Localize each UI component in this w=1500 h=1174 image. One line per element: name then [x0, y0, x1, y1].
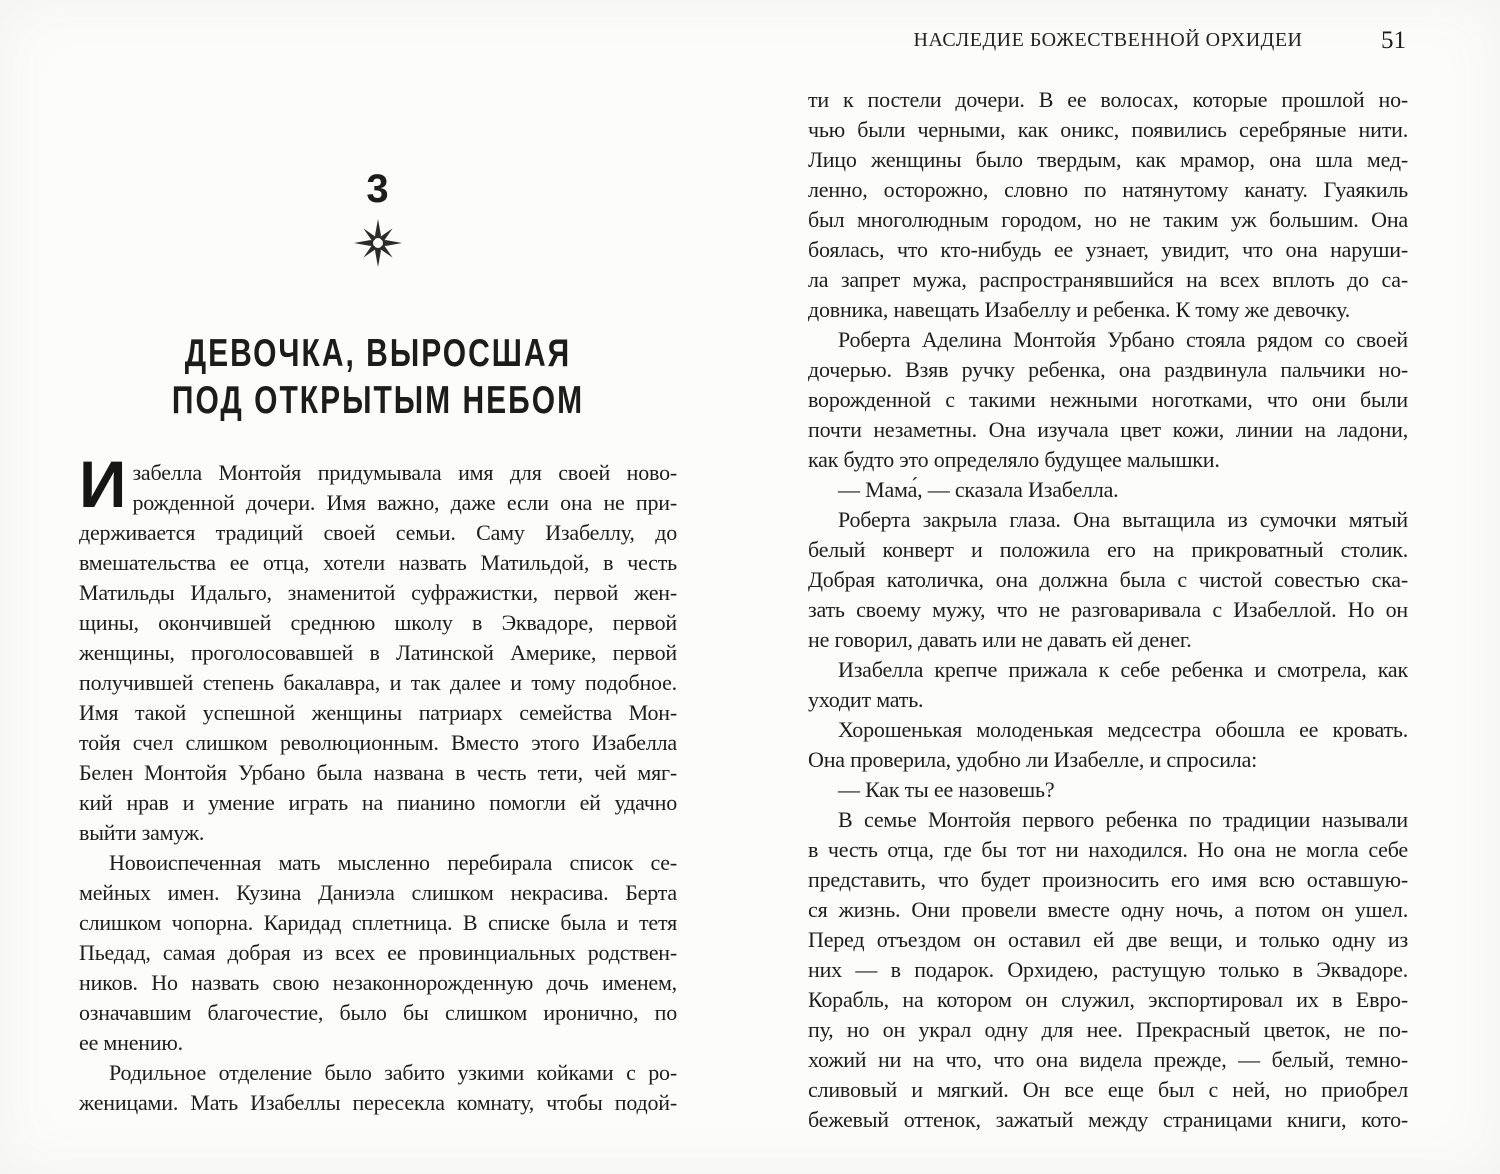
paragraph [808, 775, 1408, 805]
text-line: почти незаметны. Она изучала цвет кожи, линии на ладони, [808, 417, 1408, 442]
text-line: Новоиспеченная мать мысленно перебирала список се- [109, 850, 677, 875]
text-line: был многолюдным городом, но не таким уж большим. Она [808, 207, 1408, 232]
paragraph [808, 505, 1408, 655]
text-line: ленно, осторожно, словно по натянутому канату. Гуаякиль [808, 177, 1408, 202]
text-line: них — в подарок. Орхидею, растущую только в Эквадоре. [808, 957, 1408, 982]
right-page [808, 0, 1408, 1174]
text-line: Матильды Идальго, знаменитой суфражистки, первой жен- [79, 580, 677, 605]
paragraph [808, 805, 1408, 1135]
text-line: боялась, что кто-нибудь ее узнает, увидит, что она наруши- [808, 237, 1408, 262]
text-line: тойя счел слишком революционным. Вместо этого Изабелла [79, 730, 677, 755]
text-line: бежевый оттенок, зажатый между страницами книги, кото- [808, 1107, 1408, 1132]
chapter-number: 3 [366, 167, 390, 211]
text-line: В семье Монтойя первого ребенка по традиции называли [838, 807, 1408, 832]
text-line: в честь отца, где бы тот ни находился. Но она не могла себе [808, 837, 1408, 862]
chapter-title-line: ДЕВОЧКА, ВЫРОСШАЯ [184, 332, 572, 376]
text-line: означавшим благочестие, было бы слишком иронично, по [79, 1000, 677, 1025]
paragraph [808, 655, 1408, 715]
text-line: Родильное отделение было забито узкими койками с ро- [109, 1060, 677, 1085]
text-line: ла запрет мужа, распространявшийся на всех вплоть до са- [808, 267, 1408, 292]
text-line: получившей степень бакалавра, и так далее и тому подобное. [79, 670, 677, 695]
text-line: ее мнению. [79, 1030, 183, 1055]
eight-point-star-icon [352, 256, 404, 273]
text-line: Белен Монтойя Урбано была названа в честь тети, чей мяг- [79, 760, 677, 785]
paragraph [79, 447, 677, 848]
text-line: довника, навещать Изабеллу и ребенка. К тому же девочку. [808, 297, 1351, 322]
text-line: слишком чопорна. Каридад сплетница. В списке была и тетя [79, 910, 677, 935]
text-line: не говорил, давать или не давать ей денег. [808, 627, 1192, 652]
text-line: Изабелла крепче прижала к себе ребенка и смотрела, как [838, 657, 1408, 682]
text-line: Имя такой успешной женщины патриарх семейства Мон- [79, 700, 677, 725]
text-line: выйти замуж. [79, 820, 205, 845]
text-line: как будто это определяло будущее малышки. [808, 447, 1220, 472]
text-line: белый конверт и положила его на прикроватный столик. [808, 537, 1408, 562]
text-line: мейных имен. Кузина Даниэла слишком некрасива. Берта [79, 880, 677, 905]
text-line: пу, но он украл одну для нее. Прекрасный цветок, не по- [808, 1017, 1408, 1042]
paragraph [79, 848, 677, 1058]
text-line: ворожденной с такими нежными ноготками, что они были [808, 387, 1408, 412]
text-line: Перед отъездом он оставил ей две вещи, и только одну из [808, 927, 1408, 952]
text-line: Она проверила, удобно ли Изабелле, и спросила: [808, 747, 1258, 772]
text-line: Роберта закрыла глаза. Она вытащила из сумочки мятый [838, 507, 1408, 532]
text-line: Добрая католичка, она должна была с чистой совестью ска- [808, 567, 1408, 592]
text-line: ников. Но назвать свою незаконнорожденную дочь именем, [79, 970, 677, 995]
text-line: Корабль, на котором он служил, экспортировал их в Евро- [808, 987, 1408, 1012]
drop-cap: И [79, 447, 127, 521]
left-page-body-text [79, 447, 677, 1118]
text-line: — Как ты ее назовешь? [838, 777, 1055, 802]
paragraph [808, 475, 1408, 505]
text-line: щины, окончившей среднюю школу в Эквадоре, первой [79, 610, 677, 635]
paragraph [808, 715, 1408, 775]
text-line: — Мама́, — сказала Изабелла. [838, 477, 1119, 502]
text-line: кий нрав и умение играть на пианино помогли ей удачно [79, 790, 677, 815]
page-number: 51 [1381, 27, 1406, 54]
text-line: женицами. Мать Изабеллы пересекла комнату, чтобы подой- [79, 1090, 677, 1115]
chapter-ornament [79, 217, 677, 274]
text-line: уходит мать. [808, 687, 924, 712]
paragraph [808, 325, 1408, 475]
text-line: хожий ни на что, что она видела прежде, — белый, темно- [808, 1047, 1408, 1072]
chapter-title-line: ПОД ОТКРЫТЫМ НЕБОМ [171, 379, 585, 423]
paragraph [808, 85, 1408, 325]
text-line: Хорошенькая молоденькая медсестра обошла ее кровать. [838, 717, 1408, 742]
text-line: рожденной дочери. Имя важно, даже если она не при- [132, 490, 677, 515]
text-line: ся жизнь. Они провели вместе одну ночь, а потом он ушел. [808, 897, 1408, 922]
right-page-body-text [808, 85, 1408, 1135]
paragraph [79, 1058, 677, 1118]
text-line: женщины, проголосовавшей в Латинской Америке, первой [79, 640, 677, 665]
text-line: Пьедад, самая добрая из всех ее провинциальных родствен- [79, 940, 677, 965]
chapter-title [79, 331, 677, 425]
text-line: представить, что будет произносить его имя всю оставшую- [808, 867, 1408, 892]
text-line: чью были черными, как оникс, появились серебряные нити. [808, 117, 1408, 142]
text-line: сливовый и мягкий. Он все еще был с ней, но приобрел [808, 1077, 1408, 1102]
text-line: дочерью. Взяв ручку ребенка, она раздвинула пальчики но- [808, 357, 1408, 382]
left-page [79, 0, 677, 1174]
text-line: ти к постели дочери. В ее волосах, которые прошлой но- [808, 87, 1408, 112]
text-line: Лицо женщины было твердым, как мрамор, она шла мед- [808, 147, 1408, 172]
text-line: зать своему мужу, что не разговаривала с Изабеллой. Но он [808, 597, 1408, 622]
text-line: вмешательства ее отца, хотели назвать Матильдой, в честь [79, 550, 677, 575]
running-header: НАСЛЕДИЕ БОЖЕСТВЕННОЙ ОРХИДЕИ [913, 29, 1303, 51]
text-line: Роберта Аделина Монтойя Урбано стояла рядом со своей [838, 327, 1408, 352]
text-line: держивается традиций своей семьи. Саму Изабеллу, до [79, 520, 677, 545]
text-line: забелла Монтойя придумывала имя для своей ново- [132, 460, 677, 485]
